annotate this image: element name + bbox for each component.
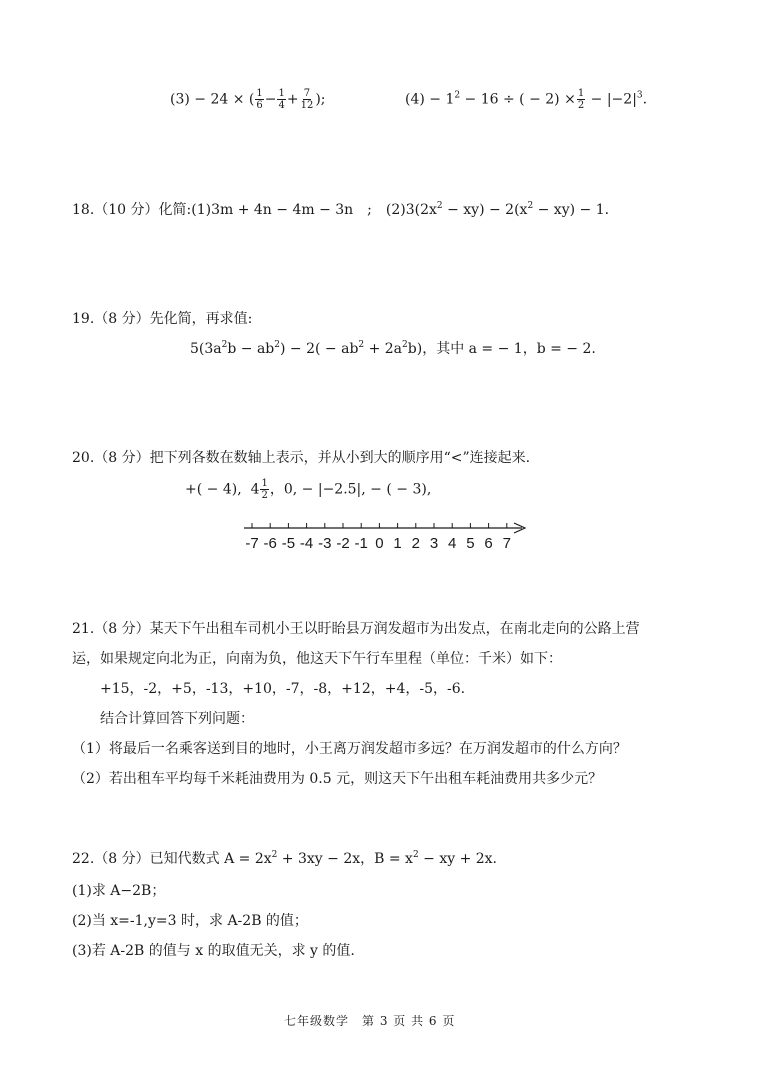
q17-part3: (3) − 24 × ( $\frac{1}{6}$ − $\frac{1}{4}$ + $\frac{7}{12}$ ); <box>170 88 326 111</box>
question-22-sub2: (2)当 x=-1,y=3 时，求 A-2B 的值； <box>72 913 308 929</box>
fraction: $\frac{1}{2}$ <box>261 478 268 501</box>
number-line-label: -7 <box>245 535 259 552</box>
number-line-label: 5 <box>466 535 475 552</box>
fraction: $\frac{1}{4}$ <box>278 88 285 111</box>
question-21-mileage: +15，-2，+5，-13，+10，-7，-8，+12，+4，-5，-6. <box>100 681 466 697</box>
number-line-label: 2 <box>411 535 420 552</box>
number-line-label: 7 <box>502 535 511 552</box>
question-21-prompt: 结合计算回答下列问题： <box>100 711 254 727</box>
page-footer: 七年级数学 第 3 页 共 6 页 <box>284 1014 456 1028</box>
question-18: 18.（10 分）化简:(1)3m + 4n − 4m − 3n ; $(2)3(2x^2 - xy) - 2(x^2 - xy) - 1$. <box>72 201 610 218</box>
number-line-label: -1 <box>354 535 368 552</box>
number-line-label: 3 <box>429 535 439 552</box>
number-line-label: -3 <box>318 535 332 552</box>
question-20-title: 20.（8 分）把下列各数在数轴上表示，并从小到大的顺序用“<”连接起来. <box>72 450 531 466</box>
question-21-line2: 运，如果规定向北为正，向南为负，他这天下午行车里程（单位：千米）如下： <box>72 651 562 667</box>
number-line-label: 1 <box>393 535 402 552</box>
fraction: $\frac{7}{12}$ <box>300 88 314 111</box>
question-21-sub1: （1）将最后一名乘客送到目的地时，小王离万润发超市多远？在万润发超市的什么方向？ <box>72 741 627 757</box>
number-line-label: -2 <box>336 535 350 552</box>
question-19-expression: $5(3a^2b - ab^2) - 2( - ab^2 + 2a^2b)$，其中 a = − 1，b = − 2. <box>190 340 596 357</box>
number-line-label: -6 <box>263 535 277 552</box>
number-line-label: -5 <box>281 535 296 552</box>
number-line <box>236 518 536 554</box>
number-line-label: 0 <box>375 535 384 552</box>
question-20-numbers: +( − 4), 4 $\frac{1}{2}$ ，0, − |−2.5|, − ( − 3), <box>185 478 432 501</box>
fraction: $\frac{1}{6}$ <box>256 88 263 111</box>
question-21-sub2: （2）若出租车平均每千米耗油费用为 0.5 元，则这天下午出租车耗油费用共多少元？ <box>72 771 603 787</box>
number-line-ticks <box>245 523 511 552</box>
question-22-sub1: (1)求 A−2B； <box>72 883 166 899</box>
question-22-line1: 22.（8 分）已知代数式 $A = 2x^2 + 3xy - 2x$，$B = x^2$ − xy + 2x. <box>72 850 498 867</box>
number-line-label: 6 <box>484 535 493 552</box>
fraction: $\frac{1}{2}$ <box>577 88 585 111</box>
question-22-sub3: (3)若 A-2B 的值与 x 的取值无关，求 y 的值. <box>72 943 355 959</box>
q17-part4: $(4) - 1^2 - 16$ ÷ ( − 2) × $\frac{1}{2}$ − $|-2|^3$. <box>405 88 648 111</box>
question-21-line1: 21.（8 分）某天下午出租车司机小王以盱眙县万润发超市为出发点，在南北走向的公路上营 <box>72 621 640 637</box>
number-line-label: -4 <box>299 535 314 552</box>
number-line-label: 4 <box>448 535 457 552</box>
question-19-title: 19.（8 分）先化简，再求值: <box>72 311 253 327</box>
